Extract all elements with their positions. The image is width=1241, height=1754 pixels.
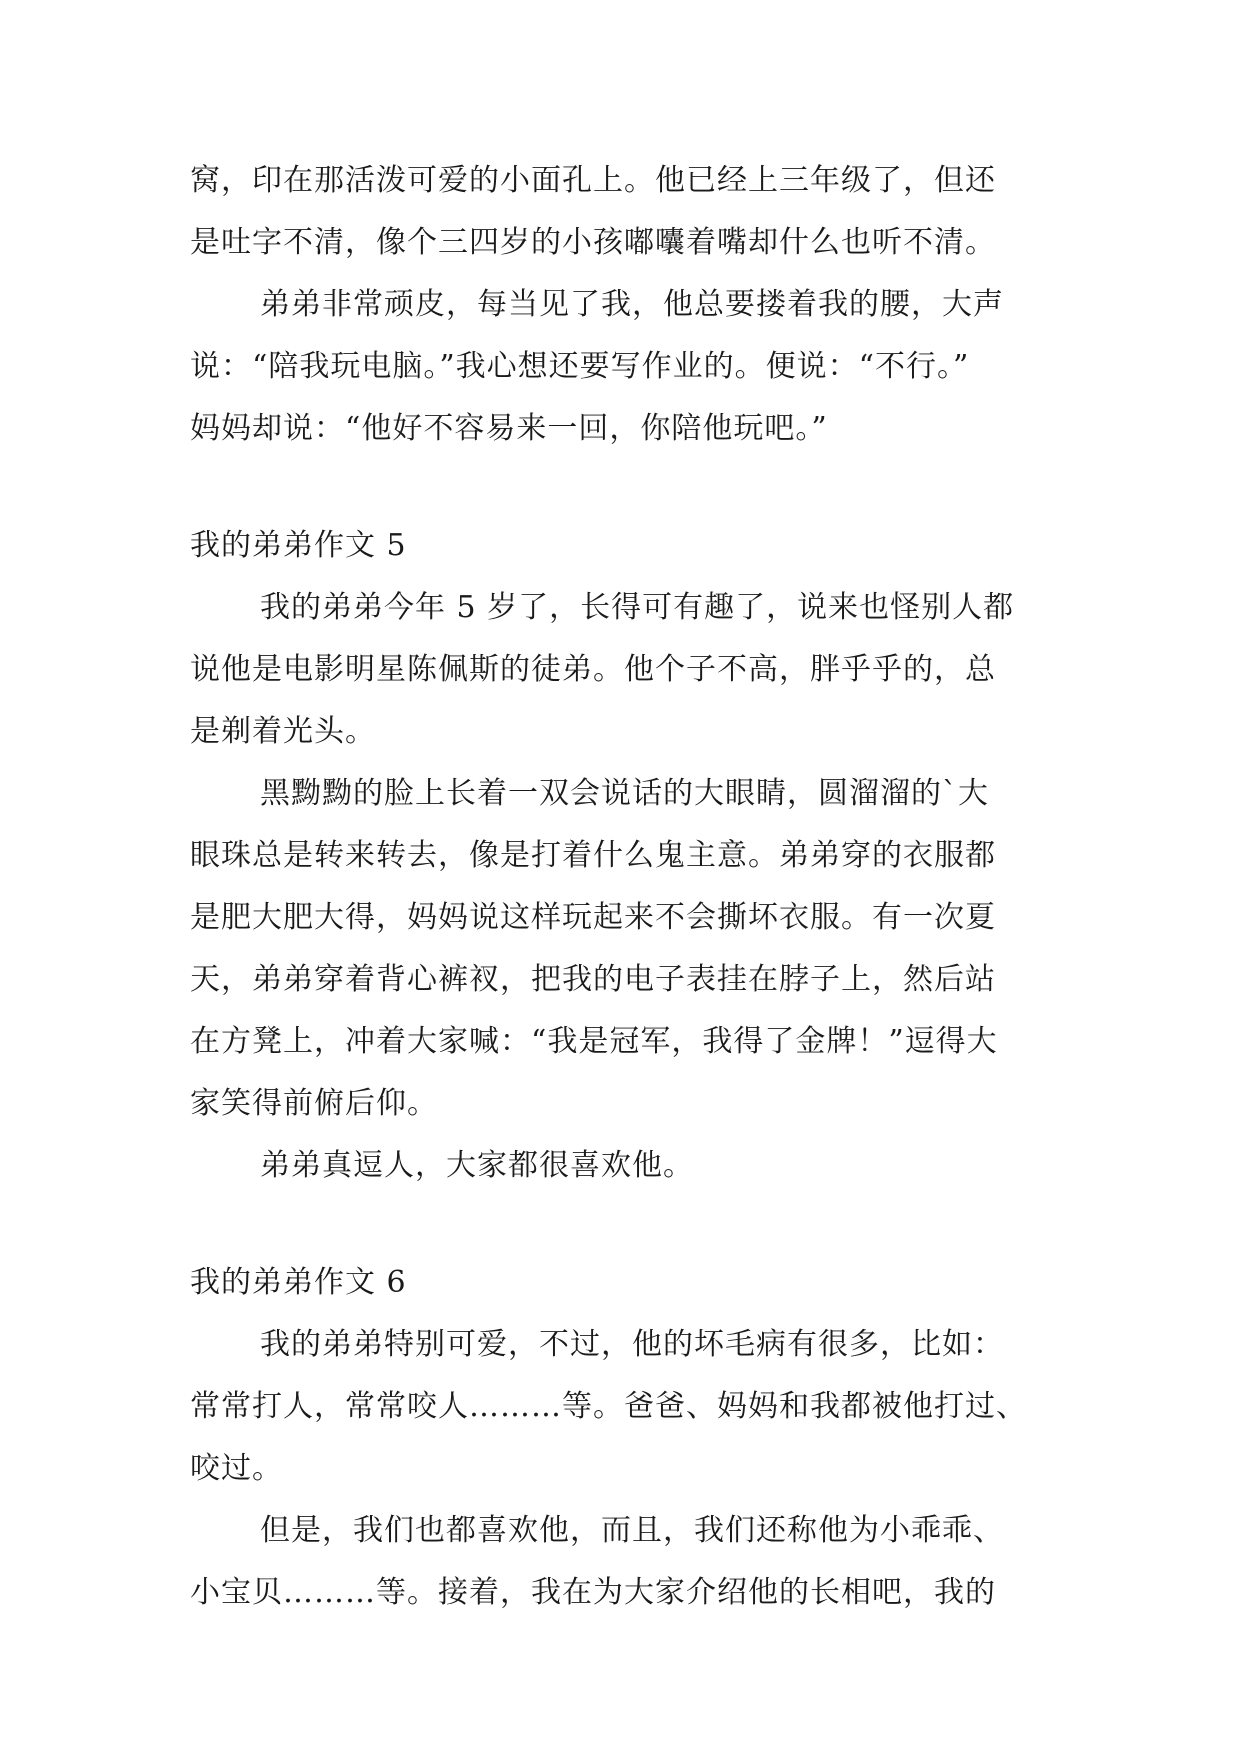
text-line: 家笑得前俯后仰。	[190, 1086, 438, 1121]
text-line: 在方凳上，冲着大家喊：“我是冠军，我得了金牌！”逗得大	[190, 1024, 998, 1059]
text-line: 我的弟弟今年 5 岁了，长得可有趣了，说来也怪别人都	[260, 590, 1015, 625]
text-line: 是剃着光头。	[190, 714, 376, 749]
text-line: 黑黝黝的脸上长着一双会说话的大眼睛，圆溜溜的`大	[260, 776, 989, 811]
text-line: 咬过。	[190, 1451, 283, 1486]
essay-5-paragraph-2	[190, 763, 1050, 1135]
essay-6-paragraph-1	[190, 1314, 1050, 1500]
essay-5-paragraph-1	[190, 577, 1050, 763]
text-line: 常常打人，常常咬人………等。爸爸、妈妈和我都被他打过、	[190, 1389, 1027, 1424]
text-line: 弟弟非常顽皮，每当见了我，他总要搂着我的腰，大声	[260, 287, 1004, 322]
text-line: 是吐字不清，像个三四岁的小孩嘟囔着嘴却什么也听不清。	[190, 225, 996, 260]
document-body	[190, 150, 1050, 1624]
text-line: 天，弟弟穿着背心裤衩，把我的电子表挂在脖子上，然后站	[190, 962, 996, 997]
essay-6-title: 我的弟弟作文 6	[190, 1265, 407, 1300]
text-line: 我的弟弟特别可爱，不过，他的坏毛病有很多，比如：	[260, 1327, 1004, 1362]
section-gap	[190, 460, 1050, 515]
text-line: 弟弟真逗人，大家都很喜欢他。	[260, 1148, 694, 1183]
text-line: 说：“陪我玩电脑。”我心想还要写作业的。便说：“不行。”	[190, 349, 970, 384]
paragraph-continued	[190, 150, 1050, 274]
text-line: 妈妈却说：“他好不容易来一回，你陪他玩吧。”	[190, 411, 828, 446]
text-line: 但是，我们也都喜欢他，而且，我们还称他为小乖乖、	[260, 1513, 1004, 1548]
essay-5-paragraph-3	[190, 1135, 1050, 1197]
text-line: 小宝贝………等。接着，我在为大家介绍他的长相吧，我的	[190, 1575, 996, 1610]
text-line: 说他是电影明星陈佩斯的徒弟。他个子不高，胖乎乎的，总	[190, 652, 996, 687]
text-line: 眼珠总是转来转去，像是打着什么鬼主意。弟弟穿的衣服都	[190, 838, 996, 873]
essay-6-paragraph-2	[190, 1500, 1050, 1624]
essay-5-title: 我的弟弟作文 5	[190, 528, 407, 563]
section-gap	[190, 1197, 1050, 1252]
text-line: 窝，印在那活泼可爱的小面孔上。他已经上三年级了，但还	[190, 163, 996, 198]
text-line: 是肥大肥大得，妈妈说这样玩起来不会撕坏衣服。有一次夏	[190, 900, 996, 935]
paragraph	[190, 274, 1050, 460]
